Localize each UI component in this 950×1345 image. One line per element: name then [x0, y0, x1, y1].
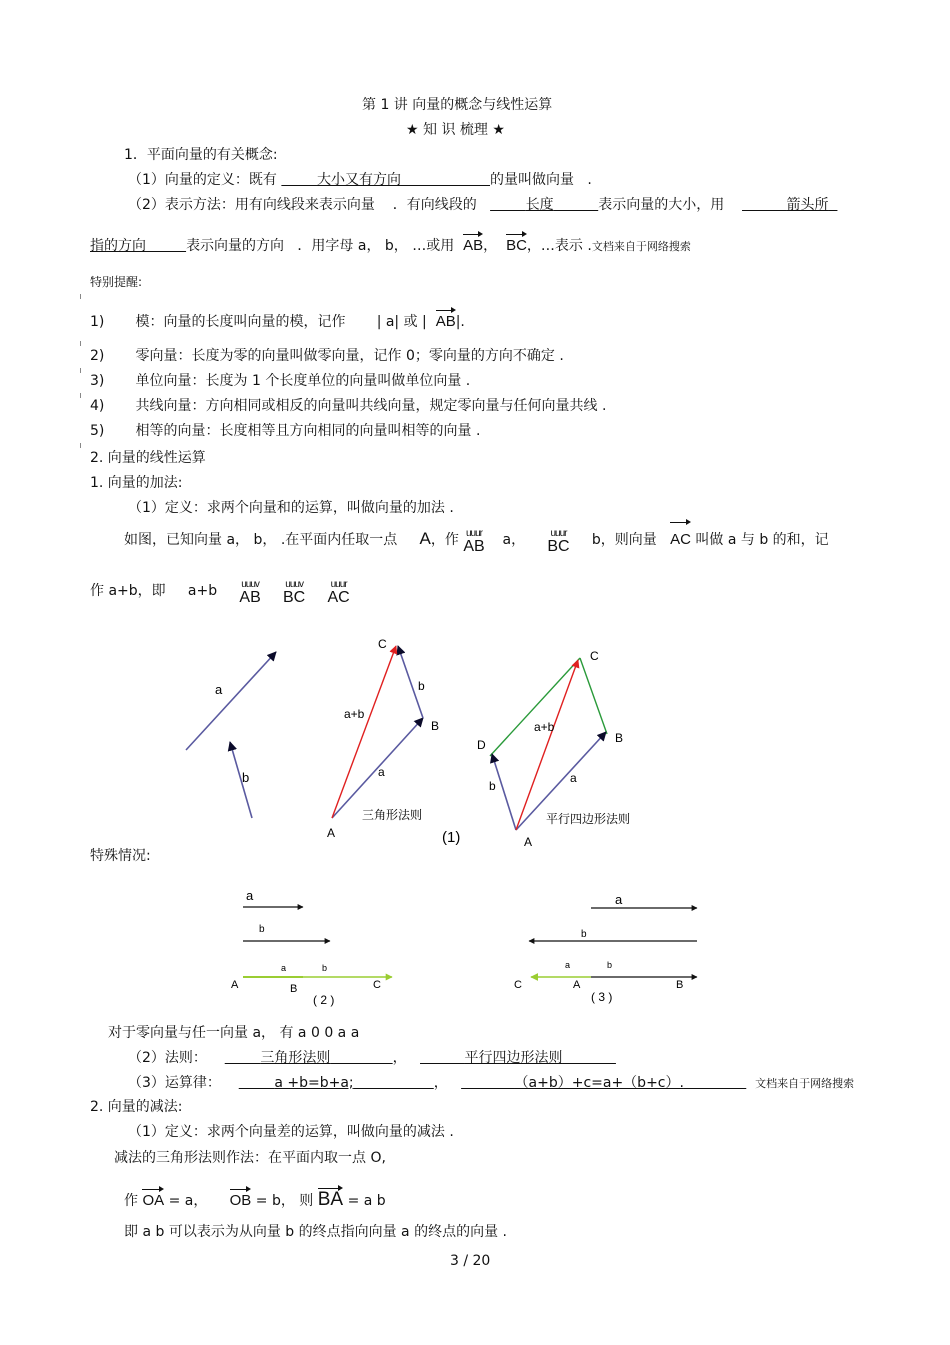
- tri-label-ab: a+b: [344, 707, 365, 721]
- figure-description: 如图，已知向量 a， b， .在平面内任取一点 A，作 uuur AB a， uuur BC b，则向量 AC 叫做 a 与 b 的和，记: [124, 524, 829, 555]
- sp2-label-b: b: [259, 924, 265, 935]
- margin-mark: [80, 393, 81, 398]
- sp2-label-C: C: [373, 979, 381, 991]
- zero-vector-rule: 对于零向量与任一向量 a， 有 a 0 0 a a: [108, 1025, 360, 1041]
- sp3-label-b-small: b: [607, 960, 613, 970]
- margin-mark: [80, 294, 81, 299]
- sp3-label-A: A: [573, 979, 581, 991]
- tri-rule-label: 三角形法则: [362, 808, 423, 822]
- triangle-sum: [332, 646, 396, 818]
- subtraction-meaning: 即 a b 可以表示为从向量 b 的终点指向向量 a 的终点的向量 .: [124, 1224, 507, 1240]
- rules-line: （2）法则： 三角形法则 ， 平行四边形法则: [128, 1050, 563, 1066]
- special-cases-heading: 特殊情况:: [90, 848, 151, 864]
- vector-ab-modulus: AB: [435, 313, 456, 330]
- subtraction-heading: 2. 向量的减法:: [90, 1099, 183, 1115]
- para-side-dc: [490, 658, 580, 756]
- figure-number: (1): [442, 829, 461, 846]
- sp3-label-a: a: [615, 892, 623, 907]
- list-item: 3) 单位向量：长度为 1 个长度单位的向量叫做单位向量 .: [90, 373, 471, 389]
- para-side-bc: [580, 658, 607, 734]
- subtraction-triangle-rule: 减法的三角形法则作法：在平面内取一点 O,: [114, 1150, 386, 1166]
- list-item: 5) 相等的向量：长度相等且方向相同的向量叫相等的向量 .: [90, 423, 481, 439]
- sp3-label-a-small: a: [565, 960, 571, 970]
- margin-mark: [80, 368, 81, 373]
- vector-ab: AB: [463, 237, 484, 254]
- laws-line: （3）运算律： a +b=b+a; ， （a+b）+c=a+（b+c）. 文档来自于网络搜索: [128, 1075, 855, 1091]
- sp3-label-B: B: [676, 979, 684, 991]
- sp2-label-a: a: [246, 888, 254, 903]
- label-a: a: [215, 682, 223, 697]
- addition-definition: （1）定义：求两个向量和的运算，叫做向量的加法 .: [128, 500, 454, 516]
- vector-ba: BA: [317, 1189, 344, 1210]
- definition-line: （1）向量的定义：既有 大小又有方向 的量叫做向量 .: [128, 172, 592, 188]
- section-1-heading: 1．平面向量的有关概念:: [124, 147, 278, 163]
- para-label-a: a: [570, 771, 577, 785]
- source-note: 文档来自于网络搜索: [591, 240, 691, 253]
- vector-addition-figure: [170, 630, 670, 855]
- definition-fill: 大小又有方向: [316, 172, 401, 188]
- vector-oa: OA: [142, 1192, 165, 1209]
- list-item: 1) 模：向量的长度叫向量的模，记作 | a| 或 | AB|.: [90, 313, 465, 330]
- definition-prefix: （1）向量的定义：既有: [128, 172, 277, 188]
- subtraction-vectors: 作 OA = a， OB = b， 则 BA = a b: [124, 1189, 386, 1210]
- vector-bc: BC: [506, 237, 527, 254]
- para-label-B: B: [615, 731, 624, 745]
- tri-label-C: C: [378, 637, 387, 651]
- sp2-label-A: A: [231, 979, 239, 991]
- note-heading: 特别提醒:: [90, 275, 143, 289]
- page-number: 3 / 20: [450, 1253, 491, 1269]
- list-item: 4) 共线向量：方向相同或相反的向量叫共线向量，规定零向量与任何向量共线 .: [90, 398, 607, 414]
- sum-line: 作 a+b，即 a+b uuuv AB uuuv BC uuur AC: [90, 579, 350, 606]
- vector-ob: OB: [229, 1192, 252, 1209]
- representation-line: （2）表示方法：用有向线段来表示向量 ．有向线段的 长度 表示向量的大小，用 箭头所: [128, 197, 829, 213]
- sp2-number: ( 2 ): [313, 993, 335, 1007]
- representation-line-2: 指的方向 表示向量的方向 ．用字母 a， b， …或用 AB， BC，…表示 .文档来自于网络搜索: [90, 237, 691, 254]
- vector-a-free: [186, 652, 276, 750]
- subtraction-definition: （1）定义：求两个向量差的运算，叫做向量的减法 .: [128, 1124, 454, 1140]
- para-label-C: C: [590, 649, 599, 663]
- sp2-label-a-small: a: [281, 963, 287, 973]
- para-label-A: A: [524, 835, 533, 849]
- tri-label-a: a: [378, 765, 385, 779]
- sp3-label-b: b: [581, 929, 587, 940]
- para-label-ab: a+b: [534, 720, 555, 734]
- para-label-b: b: [489, 779, 496, 793]
- para-rule-label: 平行四边形法则: [546, 812, 631, 826]
- special-case-same-direction: [225, 880, 415, 1010]
- addition-heading: 1. 向量的加法:: [90, 475, 183, 491]
- label-b: b: [242, 770, 250, 785]
- margin-mark: [80, 341, 81, 346]
- tri-label-B: B: [431, 719, 440, 733]
- sp2-label-b-small: b: [322, 963, 328, 973]
- sp3-label-C: C: [514, 979, 522, 991]
- page-title: 第 1 讲 向量的概念与线性运算: [362, 97, 553, 113]
- section-2-heading: 2. 向量的线性运算: [90, 450, 206, 466]
- special-case-opposite-direction: [505, 880, 705, 1010]
- tri-label-b: b: [418, 679, 425, 693]
- section-subtitle: ★ 知 识 梳理 ★: [406, 122, 505, 138]
- vector-ac: AC: [670, 525, 691, 555]
- list-item: 2) 零向量：长度为零的向量叫做零向量，记作 0；零向量的方向不确定 .: [90, 348, 564, 364]
- sp3-number: ( 3 ): [591, 990, 613, 1004]
- para-sum: [516, 660, 578, 830]
- sp2-label-B: B: [290, 983, 298, 995]
- tri-label-A: A: [327, 826, 336, 840]
- margin-mark: [80, 443, 81, 448]
- definition-suffix: 的量叫做向量: [490, 172, 574, 188]
- para-label-D: D: [477, 738, 486, 752]
